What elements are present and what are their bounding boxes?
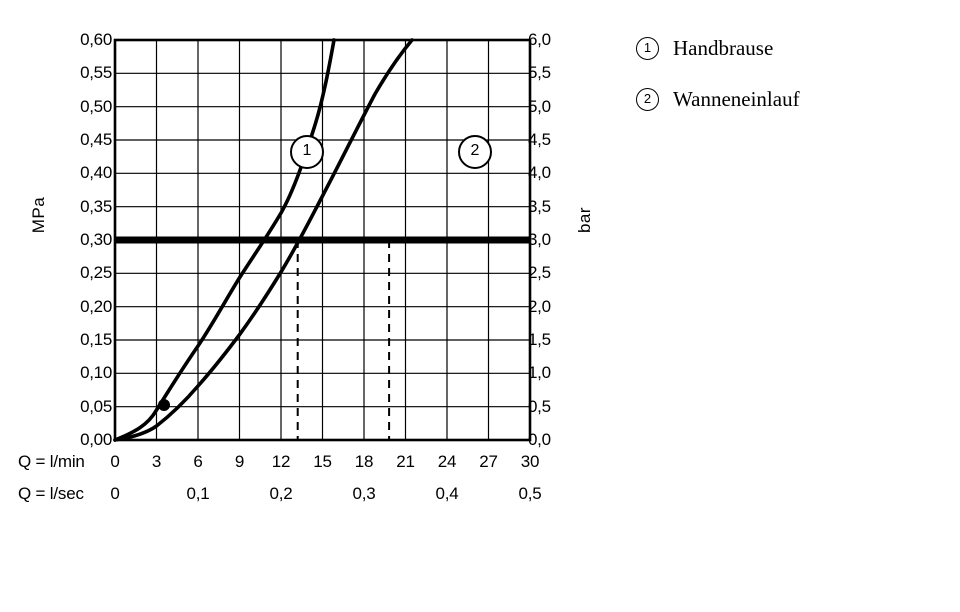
curve-badge-2: 2 (458, 135, 492, 169)
x-axis-lsec (0, 482, 600, 506)
curve-badge-1: 1 (290, 135, 324, 169)
y-right-tick: 1,0 (528, 363, 551, 382)
y-left-tick: 0,25 (80, 263, 112, 282)
y-right-tick: 6,0 (528, 30, 551, 49)
legend-label-1: Handbrause (673, 36, 774, 60)
y-axis-right-labels (528, 0, 588, 560)
x-tick-lsec: 0,5 (518, 484, 542, 503)
y-left-tick: 0,20 (80, 297, 112, 316)
y-left-tick: 0,45 (80, 130, 112, 149)
x-tick-lmin: 12 (271, 452, 291, 471)
x-axis-lmin-title: Q = l/min (18, 452, 85, 471)
x-tick-lsec: 0 (110, 484, 120, 503)
x-tick-lmin: 18 (354, 452, 374, 471)
x-tick-lmin: 6 (193, 452, 203, 471)
x-tick-lmin: 15 (313, 452, 332, 471)
x-tick-lmin: 21 (396, 452, 415, 471)
x-axis-lmin (0, 450, 600, 474)
y-right-tick: 5,0 (528, 97, 551, 116)
legend-item (636, 36, 936, 61)
y-left-tick: 0,30 (80, 230, 112, 249)
legend-label-2: Wanneneinlauf (673, 87, 800, 111)
x-axis-lsec-title: Q = l/sec (18, 484, 84, 503)
y-right-tick: 0,5 (528, 397, 551, 416)
x-tick-lsec: 0,1 (186, 484, 210, 503)
y-right-tick: 0,0 (528, 430, 551, 449)
legend-marker-1: 1 (636, 37, 659, 60)
y-axis-left-title: MPa (29, 196, 48, 234)
y-left-tick: 0,55 (80, 63, 112, 82)
y-right-tick: 2,0 (528, 297, 551, 316)
y-left-tick: 0,10 (80, 363, 112, 382)
legend-marker-2: 2 (636, 88, 659, 111)
y-right-tick: 4,0 (528, 163, 551, 182)
y-axis-right-title: bar (575, 206, 594, 234)
x-tick-lmin: 24 (437, 452, 457, 471)
x-tick-lmin: 0 (110, 452, 120, 471)
y-right-tick: 3,5 (528, 197, 551, 216)
data-point-marker (158, 399, 170, 411)
x-tick-lsec: 0,2 (269, 484, 293, 503)
y-left-tick: 0,50 (80, 97, 112, 116)
y-right-tick: 4,5 (528, 130, 551, 149)
y-left-tick: 0,35 (80, 197, 112, 216)
y-left-tick: 0,05 (80, 397, 112, 416)
x-tick-lmin: 30 (520, 452, 540, 471)
y-left-tick: 0,00 (80, 430, 112, 449)
x-tick-lmin: 27 (479, 452, 498, 471)
x-tick-lsec: 0,4 (435, 484, 459, 503)
x-tick-lmin: 9 (234, 452, 245, 471)
y-right-tick: 2,5 (528, 263, 551, 282)
y-right-tick: 5,5 (528, 63, 551, 82)
legend-item (636, 87, 936, 112)
y-left-tick: 0,15 (80, 330, 112, 349)
x-tick-lsec: 0,3 (352, 484, 376, 503)
y-right-tick: 3,0 (528, 230, 551, 249)
y-left-tick: 0,60 (80, 30, 112, 49)
x-tick-lmin: 3 (151, 452, 162, 471)
y-right-tick: 1,5 (528, 330, 551, 349)
y-left-tick: 0,40 (80, 163, 112, 182)
chart-legend (636, 36, 936, 138)
y-axis-left-labels (44, 0, 112, 560)
